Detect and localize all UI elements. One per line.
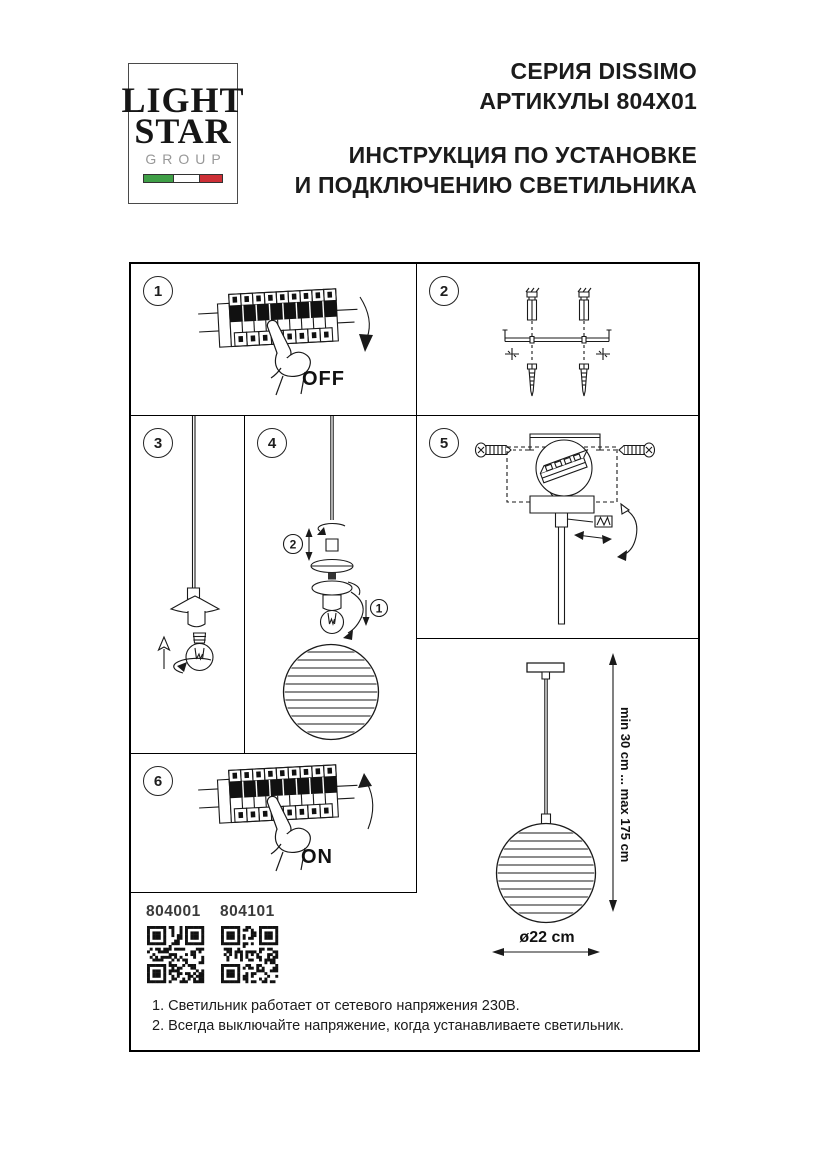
note-1: 1. Светильник работает от сетевого напряжения 230В.	[152, 998, 520, 1014]
off-label: OFF	[302, 368, 345, 390]
instruction-title-line2: И ПОДКЛЮЧЕНИЮ СВЕТИЛЬНИКА	[294, 172, 697, 198]
safety-notes	[152, 997, 624, 1036]
step-2-number: 2	[429, 276, 459, 306]
dimension-drawing	[415, 637, 696, 1048]
breaker-on-illustration	[131, 754, 417, 893]
italian-flag-stripe	[143, 174, 223, 183]
height-dimension-line	[609, 653, 617, 912]
logo-word-group: GROUP	[145, 150, 227, 167]
height-range-label: min 30 cm ... max 175 cm	[618, 707, 633, 863]
glass-sphere	[493, 824, 599, 923]
step-1-number: 1	[143, 276, 173, 306]
lamp-shade	[171, 596, 219, 627]
mounting-anchors-illustration	[417, 264, 698, 416]
pendant-cord-bulb-illustration	[131, 416, 245, 754]
lightstar-logo	[121, 63, 245, 204]
on-label: ON	[301, 846, 333, 868]
slide-arrow-icon	[574, 531, 612, 544]
callout-2-number: 2	[289, 537, 297, 552]
qr-code-left	[147, 926, 204, 983]
pendant-dimension-illustration	[415, 637, 696, 1048]
logo-word-star: STAR	[134, 110, 232, 151]
ceiling-mount-illustration	[417, 416, 698, 639]
step-4-number: 4	[257, 428, 287, 458]
diameter-label: ø22 cm	[519, 929, 575, 946]
step-3-number: 3	[143, 428, 173, 458]
articles-title: АРТИКУЛЫ 804X01	[479, 88, 697, 114]
article-number-804101: 804101	[220, 903, 275, 920]
callout-1-number: 1	[375, 601, 383, 616]
shade-disc	[311, 560, 353, 580]
arrow-down-icon	[363, 600, 370, 626]
step-3-panel	[131, 416, 245, 754]
bulb-icon	[186, 633, 213, 671]
cable-grip	[567, 516, 612, 527]
arrow-up-icon	[358, 773, 373, 829]
arrow-up-icon	[159, 637, 170, 669]
arrow-down-icon	[359, 297, 373, 352]
rotate-arrow-icon	[317, 524, 345, 535]
step-6-number: 6	[143, 766, 173, 796]
logo-word-light: LIGHT	[121, 79, 245, 120]
bulb-icon	[321, 611, 344, 634]
step-4-panel	[245, 416, 417, 754]
step-5-panel	[417, 416, 698, 639]
article-number-804001: 804001	[146, 903, 201, 920]
series-title: СЕРИЯ DISSIMO	[510, 58, 697, 84]
step-1-panel	[131, 264, 417, 416]
note-2: 2. Всегда выключайте напряжение, когда устанавливаете светильник.	[152, 1017, 624, 1034]
breaker-off-illustration	[131, 264, 417, 416]
diameter-dimension-line	[492, 948, 600, 956]
flag-red	[200, 175, 222, 182]
instruction-title-line1: ИНСТРУКЦИЯ ПО УСТАНОВКЕ	[348, 142, 697, 168]
curl-arrow-icon	[343, 592, 363, 640]
step-6-panel	[131, 754, 417, 893]
rotate-arrow-icon	[617, 504, 637, 561]
header	[295, 56, 697, 200]
step-2-panel	[417, 264, 698, 416]
qr-code-right	[221, 926, 278, 983]
step-5-number: 5	[429, 428, 459, 458]
shade-assembly-illustration	[245, 416, 417, 754]
mounting-bracket	[503, 330, 612, 343]
updown-arrow-icon	[306, 528, 313, 561]
glass-sphere	[281, 645, 381, 740]
terminal-detail-balloon	[536, 440, 593, 499]
flag-green	[144, 175, 174, 182]
flag-white	[174, 175, 200, 182]
